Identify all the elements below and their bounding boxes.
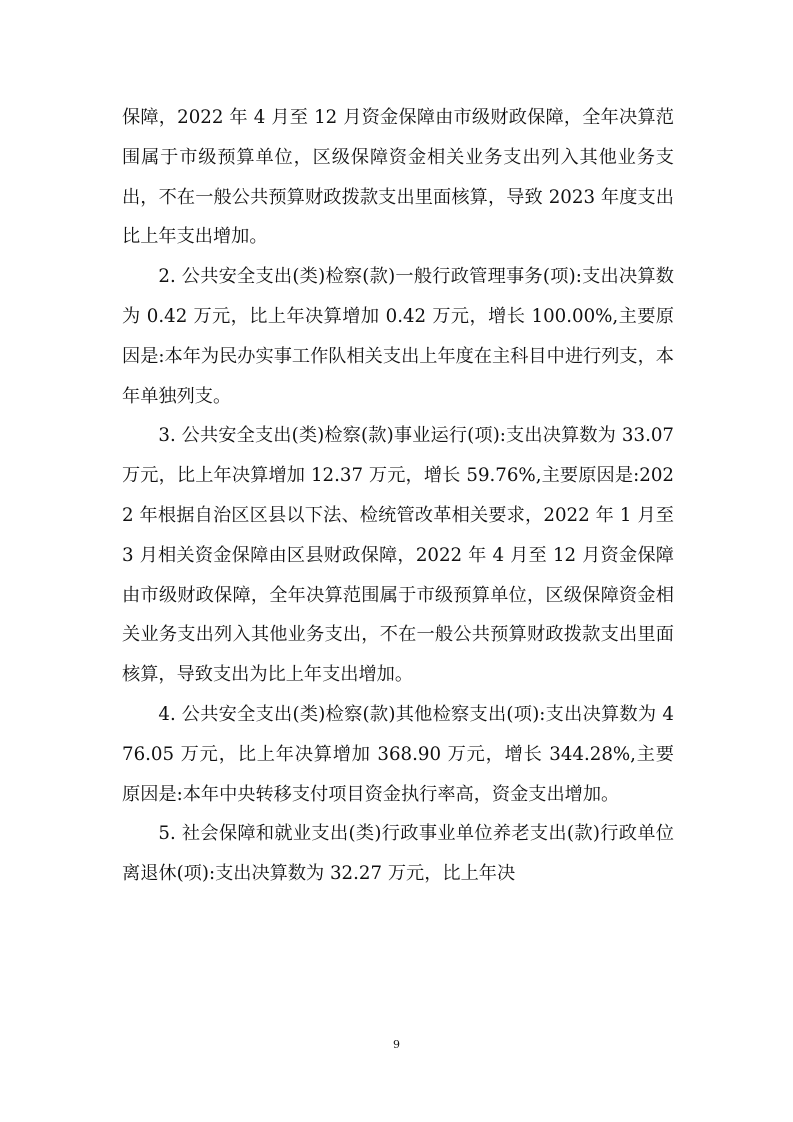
paragraph-item-5: 5. 社会保障和就业支出(类)行政事业单位养老支出(款)行政单位离退休(项):支出决算数为 32.27 万元，比上年决 (122, 823, 674, 885)
paragraph-item-2: 2. 公共安全支出(类)检察(款)一般行政管理事务(项):支出决算数为 0.42 万元，比上年决算增加 0.42 万元，增长 100.00%,主要原因是:本年为民办实事工作队相关支出上年度在主科目中进行列支，本年单独列支。 (122, 266, 674, 407)
body-text (122, 98, 674, 894)
paragraph-item-4: 4. 公共安全支出(类)检察(款)其他检察支出(项):支出决算数为 476.05 万元，比上年决算增加 368.90 万元，增长 344.28%,主要原因是:本年中央转移支付项目资金执行率高，资金支出增加。 (122, 703, 674, 805)
paragraph-item-3: 3. 公共安全支出(类)检察(款)事业运行(项):支出决算数为 33.07 万元，比上年决算增加 12.37 万元，增长 59.76%,主要原因是:2022 年根据自治区区县以下法、检统管改革相关要求，2022 年 1 月至 3 月相关资金保障由区县财政保障，2022 年 4 月至 12 月资金保障由市级财政保障，全年决算范围属于市级预算单位，区级保障资金相关业务支出列入其他业务支出，不在一般公共预算财政拨款支出里面核算，导致支出为比上年支出增加。 (122, 425, 674, 686)
paragraph-continuation: 保障，2022 年 4 月至 12 月资金保障由市级财政保障，全年决算范围属于市级预算单位，区级保障资金相关业务支出列入其他业务支出，不在一般公共预算财政拨款支出里面核算，导致 2023 年度支出比上年支出增加。 (122, 107, 674, 248)
page-number: 9 (393, 1038, 400, 1051)
